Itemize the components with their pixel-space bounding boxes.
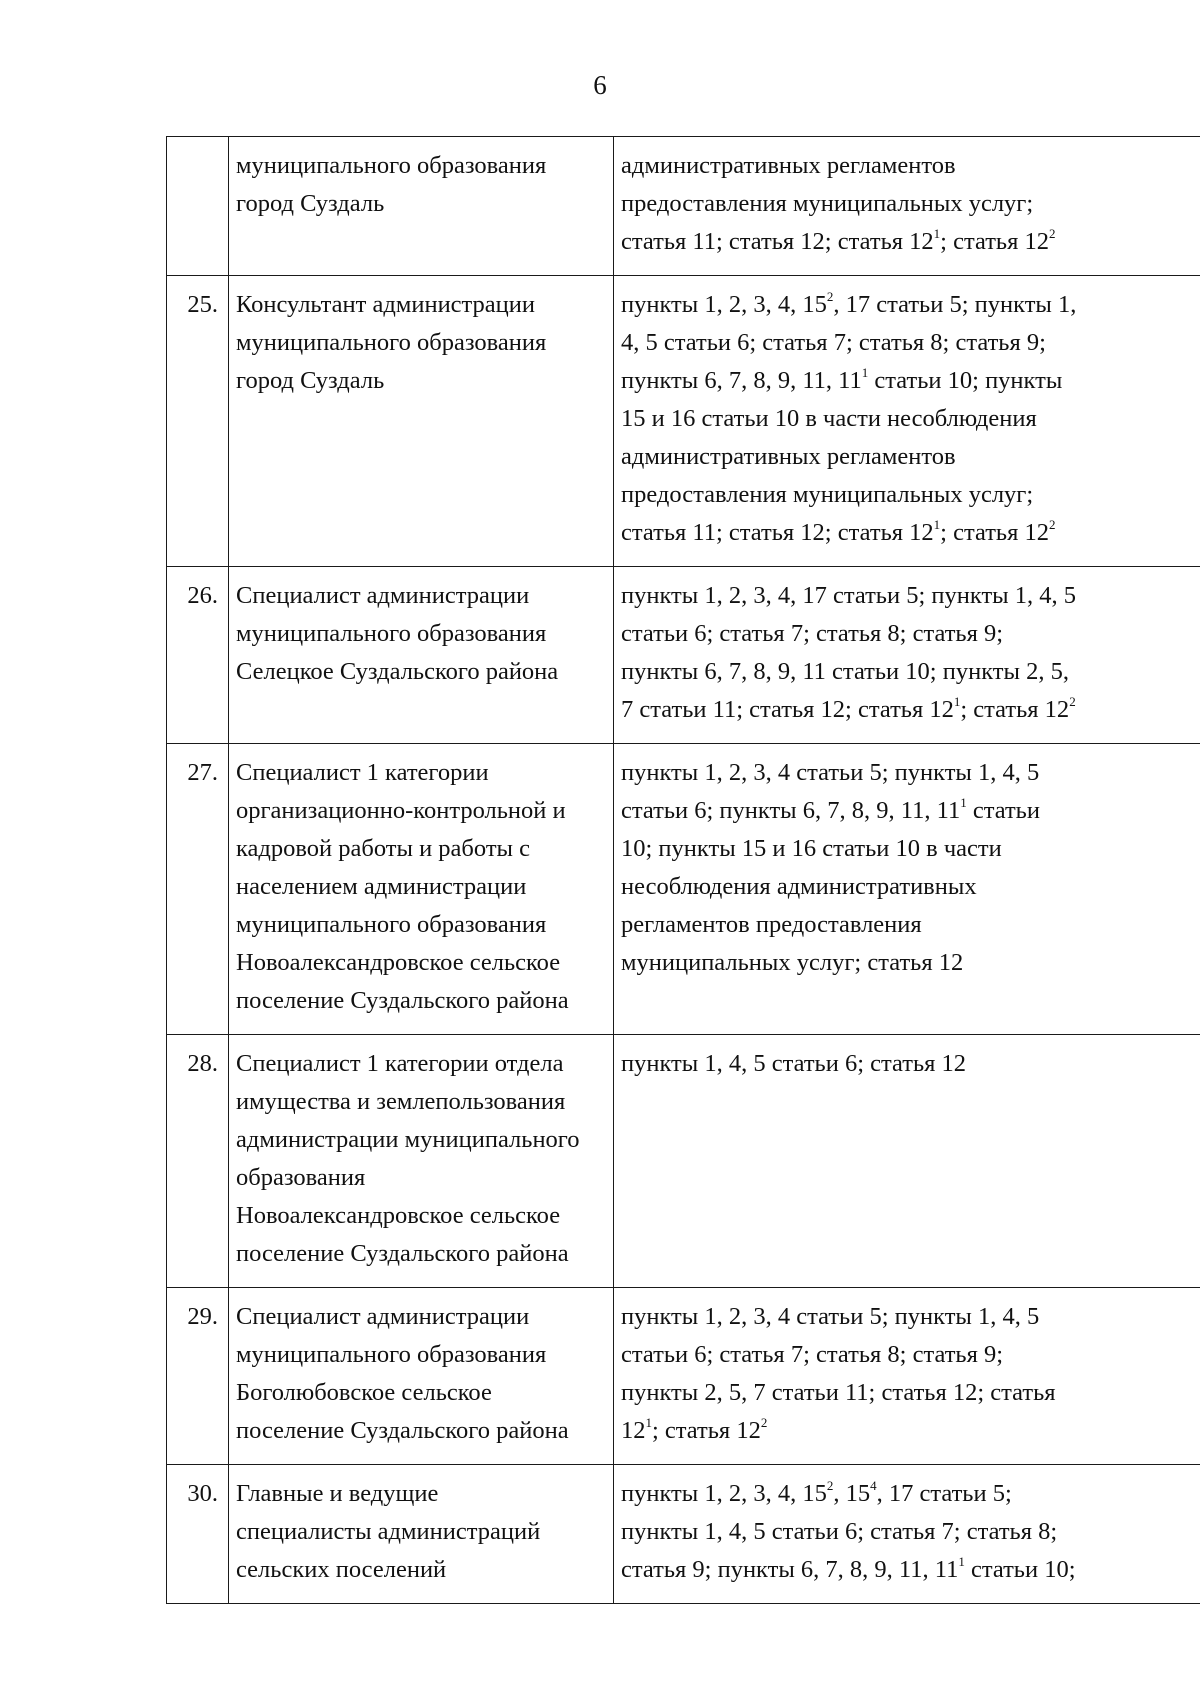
position-line: город Суздаль (236, 190, 385, 217)
position-line: муниципального образования (236, 911, 547, 938)
articles-line: статьи 6; пункты 6, 7, 8, 9, 11, $11^1$ статьи (621, 794, 1040, 824)
position-line: город Суздаль (236, 367, 385, 394)
articles-cell (614, 137, 1200, 276)
position-cell (229, 137, 614, 276)
position-line: Селецкое Суздальского района (236, 658, 559, 685)
articles-cell (614, 744, 1200, 1035)
articles-line: административных регламентов (621, 443, 956, 470)
table-row (167, 1035, 1200, 1288)
position-line: Специалист 1 категории (236, 759, 489, 786)
position-line: поселение Суздальского района (236, 987, 569, 1014)
position-line: муниципального образования (236, 329, 547, 356)
row-number (167, 137, 229, 276)
table-row (167, 744, 1200, 1035)
position-line: Новоалександровское сельское (236, 949, 561, 976)
position-cell (229, 276, 614, 567)
position-cell (229, 1035, 614, 1288)
row-number: 30. (167, 1465, 229, 1604)
articles-line: статьи 6; статья 7; статья 8; статья 9; (621, 1341, 1004, 1368)
row-number: 28. (167, 1035, 229, 1288)
articles-line: регламентов предоставления (621, 911, 922, 938)
articles-cell (614, 1035, 1200, 1288)
position-line: имущества и землепользования (236, 1088, 566, 1115)
articles-cell (614, 276, 1200, 567)
table-row (167, 1288, 1200, 1465)
table-row (167, 567, 1200, 744)
position-line: образования (236, 1164, 366, 1191)
articles-line: $12^1$; статья $12^2$ (621, 1414, 768, 1444)
articles-line: 4, 5 статьи 6; статья 7; статья 8; статья 9; (621, 329, 1046, 356)
table-row (167, 137, 1200, 276)
articles-line: несоблюдения административных (621, 873, 977, 900)
articles-cell (614, 567, 1200, 744)
articles-cell (614, 1288, 1200, 1465)
position-line: сельских поселений (236, 1556, 447, 1583)
articles-line: пункты 1, 2, 3, 4, $15^2$, 17 статьи 5; пункты 1, (621, 288, 1077, 318)
row-number: 25. (167, 276, 229, 567)
articles-line: пункты 2, 5, 7 статьи 11; статья 12; статья (621, 1379, 1056, 1406)
table-body (167, 137, 1200, 1604)
table-row (167, 1465, 1200, 1604)
articles-line: пункты 1, 2, 3, 4 статьи 5; пункты 1, 4, 5 (621, 759, 1040, 786)
articles-line: пункты 1, 2, 3, 4 статьи 5; пункты 1, 4, 5 (621, 1303, 1040, 1330)
position-line: муниципального образования (236, 1341, 547, 1368)
articles-line: пункты 6, 7, 8, 9, 11 статьи 10; пункты 2, 5, (621, 658, 1069, 685)
articles-line: статьи 6; статья 7; статья 8; статья 9; (621, 620, 1004, 647)
row-number: 29. (167, 1288, 229, 1465)
articles-line: 7 статьи 11; статья 12; статья $12^1$; статья $12^2$ (621, 693, 1076, 723)
position-line: администрации муниципального (236, 1126, 580, 1153)
position-line: населением администрации (236, 873, 527, 900)
row-number: 27. (167, 744, 229, 1035)
row-number: 26. (167, 567, 229, 744)
articles-line: статья 11; статья 12; статья $12^1$; статья $12^2$ (621, 225, 1056, 255)
position-line: специалисты администраций (236, 1518, 541, 1545)
position-line: Боголюбовское сельское (236, 1379, 492, 1406)
regulation-table (166, 136, 1200, 1604)
articles-line: предоставления муниципальных услуг; (621, 481, 1034, 508)
articles-line: пункты 1, 2, 3, 4, $15^2$, $15^4$, 17 статьи 5; (621, 1477, 1012, 1507)
articles-cell (614, 1465, 1200, 1604)
position-line: Консультант администрации (236, 291, 536, 318)
position-line: поселение Суздальского района (236, 1417, 569, 1444)
position-cell (229, 567, 614, 744)
articles-line: муниципальных услуг; статья 12 (621, 949, 964, 976)
articles-line: предоставления муниципальных услуг; (621, 190, 1034, 217)
position-line: Новоалександровское сельское (236, 1202, 561, 1229)
position-cell (229, 1465, 614, 1604)
articles-line: статья 11; статья 12; статья $12^1$; статья $12^2$ (621, 516, 1056, 546)
table-row (167, 276, 1200, 567)
articles-line: пункты 1, 4, 5 статьи 6; статья 12 (621, 1050, 967, 1077)
position-cell (229, 744, 614, 1035)
articles-line: пункты 1, 4, 5 статьи 6; статья 7; статья 8; (621, 1518, 1058, 1545)
articles-line: пункты 6, 7, 8, 9, 11, $11^1$ статьи 10; пункты (621, 364, 1063, 394)
articles-line: административных регламентов (621, 152, 956, 179)
position-line: организационно-контрольной и (236, 797, 566, 824)
position-line: Специалист 1 категории отдела (236, 1050, 564, 1077)
position-line: кадровой работы и работы с (236, 835, 530, 862)
articles-line: 15 и 16 статьи 10 в части несоблюдения (621, 405, 1037, 432)
position-line: муниципального образования (236, 152, 547, 179)
position-line: муниципального образования (236, 620, 547, 647)
position-line: Специалист администрации (236, 582, 530, 609)
position-line: Главные и ведущие (236, 1480, 439, 1507)
position-line: Специалист администрации (236, 1303, 530, 1330)
articles-line: статья 9; пункты 6, 7, 8, 9, 11, $11^1$ статьи 10; (621, 1553, 1076, 1583)
position-line: поселение Суздальского района (236, 1240, 569, 1267)
articles-line: пункты 1, 2, 3, 4, 17 статьи 5; пункты 1, 4, 5 (621, 582, 1076, 609)
page-number: 6 (593, 70, 607, 100)
articles-line: 10; пункты 15 и 16 статьи 10 в части (621, 835, 1002, 862)
position-cell (229, 1288, 614, 1465)
